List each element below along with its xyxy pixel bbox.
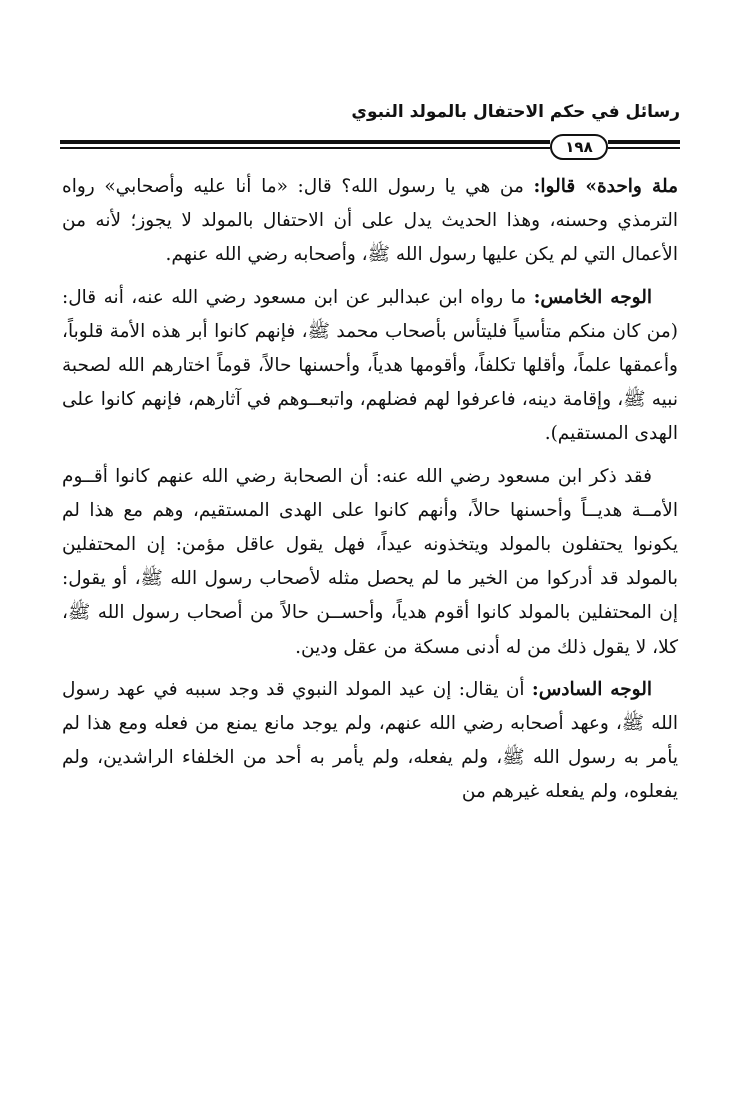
- running-header: [60, 102, 680, 132]
- page-body: [62, 170, 678, 818]
- paragraph-4: [62, 673, 678, 810]
- paragraph-2: [62, 281, 678, 452]
- paragraph-1-text: من هي يا رسول الله؟ قال: «ما أنا عليه وأصحابي» رواه الترمذي وحسنه، وهذا الحديث يدل على أن الاحتفال بالمولد لا يجوز؛ لأنه من الأعمال التي لم يكن عليها رسول الله ﷺ، وأصحابه رضي الله عنهم.: [62, 176, 678, 266]
- paragraph-4-lead: الوجه السادس:: [531, 678, 653, 700]
- rule-thick-left: [60, 140, 550, 144]
- paragraph-4-text: أن يقال: إن عيد المولد النبوي قد وجد سببه في عهد رسول الله ﷺ، وعهد أصحابه رضي الله عنهم، ولم يوجد مانع يمنع من فعله ومع هذا لم يأمر به رسول الله ﷺ، ولم يفعله، ولم يأمر به أحد من الخلفاء الراشدين، ولم يفعلوه، ولم يفعله غيرهم من: [62, 678, 678, 803]
- rule-thin-right: [608, 147, 680, 149]
- paragraph-2-lead: الوجه الخامس:: [533, 286, 652, 308]
- paragraph-2-text: ما رواه ابن عبدالبر عن ابن مسعود رضي الله عنه، أنه قال: (من كان منكم متأسياً فليتأس بأصحاب محمد ﷺ، فإنهم كانوا أبر هذه الأمة قلوباً، وأعمقها علماً، وأقلها تكلفاً، وأقومها هدياً، وأحسنها حالاً، قوماً اختارهم الله لصحبة نبيه ﷺ، وإقامة دينه، فاعرفوا لهم فضلهم، واتبعــوهم في آثارهم، فإنهم كانوا على الهدى المستقيم).: [62, 286, 678, 445]
- book-title: رسائل في حكم الاحتفال بالمولد النبوي: [351, 102, 680, 122]
- rule-thin-left: [60, 147, 550, 149]
- paragraph-3-text: فقد ذكر ابن مسعود رضي الله عنه: أن الصحابة رضي الله عنهم كانوا أقــوم الأمــة هديــاً وأحسنها حالاً، وأنهم كانوا على الهدى المستقيم، وهم مع هذا لم يكونوا يحتفلون بالمولد ويتخذونه عيداً، فهل يقول عاقل مؤمن: إن المحتفلين بالمولد قد أدركوا من الخير ما لم يحصل مثله لأصحاب رسول الله ﷺ، أو يقول: إن المحتفلين بالمولد كانوا أقوم هدياً، وأحســن حالاً من أصحاب رسول الله ﷺ، كلا، لا يقول ذلك من له أدنى مسكة من عقل ودين.: [62, 465, 678, 658]
- rule-thick-right: [608, 140, 680, 144]
- paragraph-1-lead: ملة واحدة» قالوا:: [533, 176, 679, 197]
- paragraph-3: [62, 460, 678, 665]
- header-rule: [60, 134, 680, 162]
- paragraph-1: [62, 170, 678, 273]
- page-number: ١٩٨: [550, 134, 608, 160]
